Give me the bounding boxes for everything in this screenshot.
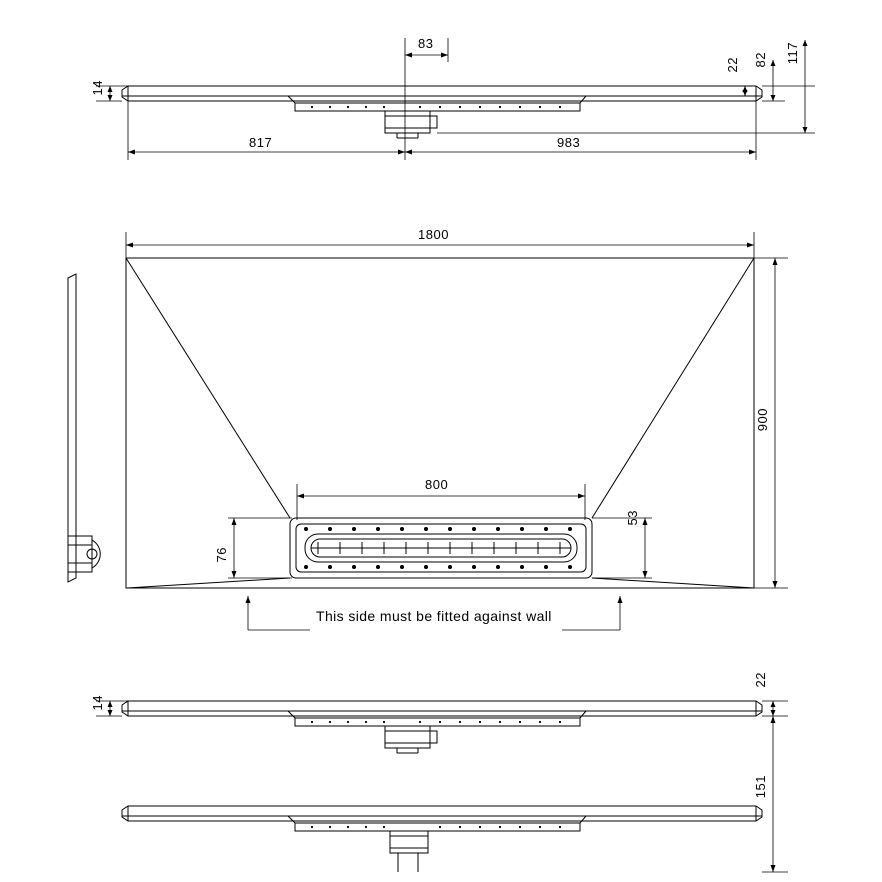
dimension-83: 83 [418, 36, 434, 51]
dimension-900: 900 [755, 408, 770, 432]
dimension-82: 82 [753, 52, 768, 68]
bottom-section-two-geometry [122, 806, 762, 872]
dimension-22-top: 22 [725, 57, 740, 73]
dimension-151: 151 [753, 775, 768, 799]
dimension-1800: 1800 [418, 227, 449, 242]
top-section-dimensions [96, 38, 815, 160]
dimension-14-top: 14 [90, 80, 105, 96]
dimension-14-bottom: 14 [90, 695, 105, 711]
bottom-section-one-dimensions [96, 701, 788, 716]
plan-left-side-view [68, 274, 100, 582]
wall-side-note: This side must be fitted against wall [316, 608, 552, 624]
dimension-983: 983 [557, 135, 581, 150]
dimension-53: 53 [625, 510, 640, 526]
plan-dimensions [126, 232, 788, 630]
bottom-section-one-geometry [122, 701, 762, 753]
dimension-76: 76 [214, 547, 229, 563]
dimension-117: 117 [785, 42, 800, 65]
top-section-geometry [122, 86, 762, 138]
dimension-800: 800 [425, 477, 449, 492]
plan-view-geometry [126, 258, 754, 588]
dimension-22-bottom: 22 [753, 672, 768, 688]
dimension-817: 817 [249, 135, 273, 150]
